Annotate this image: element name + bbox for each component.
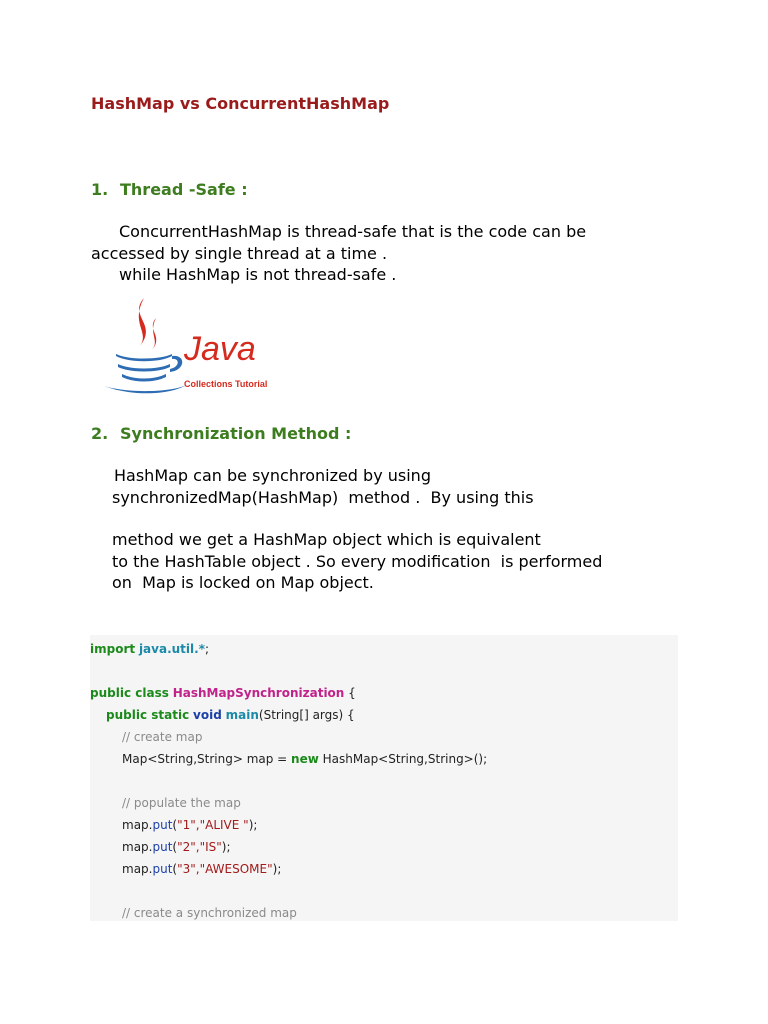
code-line-import: import java.util.*; (90, 642, 210, 656)
section-2-line3: method we get a HashMap object which is equivalent (112, 530, 541, 549)
code-comment-sync-map: // create a synchronized map (122, 906, 297, 920)
logo-subtitle: Collections Tutorial (184, 379, 268, 389)
section-2-line4: to the HashTable object . So every modification is performed (112, 552, 603, 571)
code-comment-create-map: // create map (122, 730, 203, 744)
section-2-heading (91, 424, 351, 443)
section-1-para1-line1: ConcurrentHashMap is thread-safe that is the code can be (119, 222, 587, 241)
section-1-para1-line2: accessed by single thread at a time . (91, 244, 388, 263)
java-logo (100, 294, 270, 402)
code-line-put-3: map.put("3","AWESOME"); (122, 862, 282, 876)
code-line-put-1: map.put("1","ALIVE "); (122, 818, 258, 832)
section-1-number: 1. (91, 180, 109, 199)
section-2-line2: synchronizedMap(HashMap) method . By using this (112, 488, 534, 507)
section-1-title: Thread -Safe : (120, 180, 248, 199)
code-block (90, 635, 678, 921)
java-wordmark: Java (184, 330, 256, 368)
page-title: HashMap vs ConcurrentHashMap (91, 94, 390, 113)
java-coffee-cup-icon (100, 294, 270, 402)
code-line-put-2: map.put("2","IS"); (122, 840, 231, 854)
code-line-class: public class HashMapSynchronization { (90, 686, 356, 700)
section-2-title: Synchronization Method : (120, 424, 352, 443)
section-2-line5: on Map is locked on Map object. (112, 573, 374, 592)
section-2-number: 2. (91, 424, 109, 443)
code-line-map-decl: Map<String,String> map = new HashMap<String,String>(); (122, 752, 488, 766)
code-line-main: public static void main(String[] args) { (106, 708, 355, 722)
code-comment-populate: // populate the map (122, 796, 241, 810)
section-1-heading (91, 180, 248, 199)
section-2-line1: HashMap can be synchronized by using (114, 466, 431, 485)
section-1-para2: while HashMap is not thread-safe . (119, 265, 397, 284)
